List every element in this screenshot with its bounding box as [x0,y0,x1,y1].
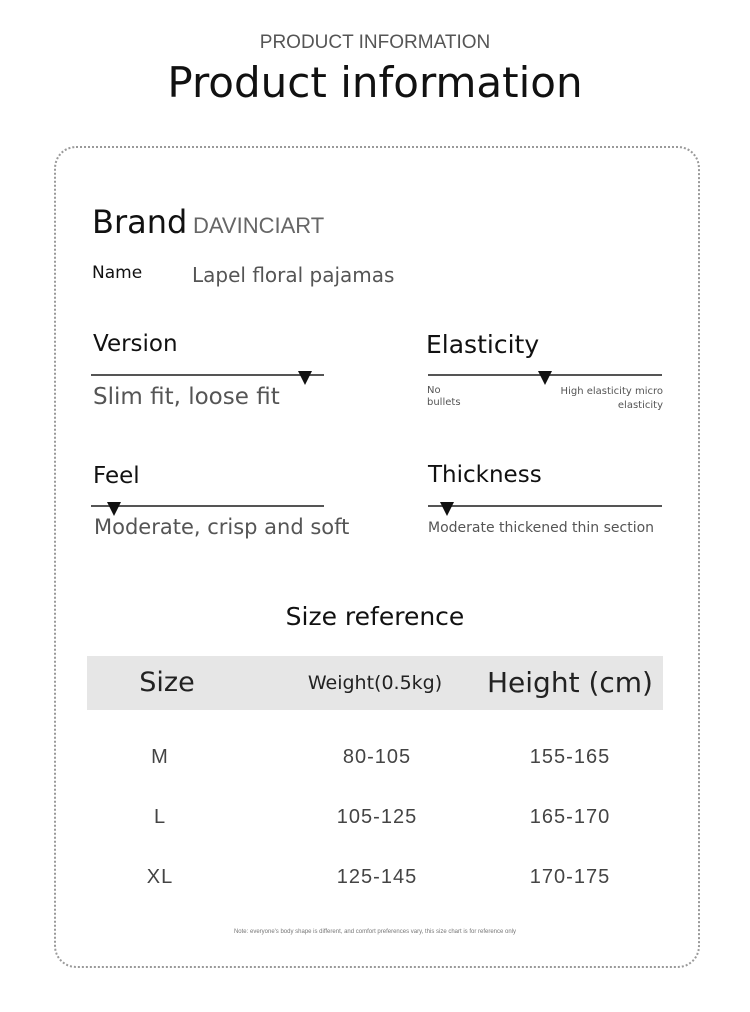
header-weight: Weight(0.5kg) [307,672,443,694]
feel-value: Moderate, crisp and soft [94,515,350,539]
elasticity-label: Elasticity [426,330,540,359]
table-cell-size: L [153,806,167,828]
table-cell-size: XL [146,866,174,888]
header-size: Size [139,667,195,698]
size-reference-title: Size reference [285,602,465,631]
size-table-header [87,656,663,710]
brand-label: Brand [92,203,188,241]
page-title: Product information [167,58,583,107]
header-height: Height (cm) [487,666,653,699]
header-subtitle: PRODUCT INFORMATION [259,32,491,53]
table-cell-height: 165-170 [529,806,611,828]
table-cell-weight: 125-145 [336,866,418,888]
version-label: Version [93,331,178,357]
elasticity-right-text: High elasticity micro elasticity [560,386,663,411]
table-cell-weight: 105-125 [336,806,418,828]
feel-label: Feel [93,463,140,489]
name-value: Lapel floral pajamas [192,263,395,287]
version-value: Slim fit, loose fit [93,384,280,410]
thickness-marker [440,502,454,516]
elasticity-marker [538,371,552,385]
thickness-track [428,505,662,507]
brand-value: DAVINCIART [193,213,325,238]
feel-marker [107,502,121,516]
version-marker [298,371,312,385]
table-cell-height: 170-175 [529,866,611,888]
thickness-label: Thickness [428,462,542,488]
version-track [91,374,324,376]
elasticity-left-text: No bullets [427,385,461,408]
thickness-value: Moderate thickened thin section [428,520,655,536]
table-cell-height: 155-165 [529,746,611,768]
feel-track [91,505,324,507]
table-cell-weight: 80-105 [342,746,412,768]
table-cell-size: M [151,746,169,768]
name-label: Name [92,263,143,283]
footnote: Note: everyone's body shape is different, and comfort preferences vary, this size chart is for reference only [233,929,517,935]
